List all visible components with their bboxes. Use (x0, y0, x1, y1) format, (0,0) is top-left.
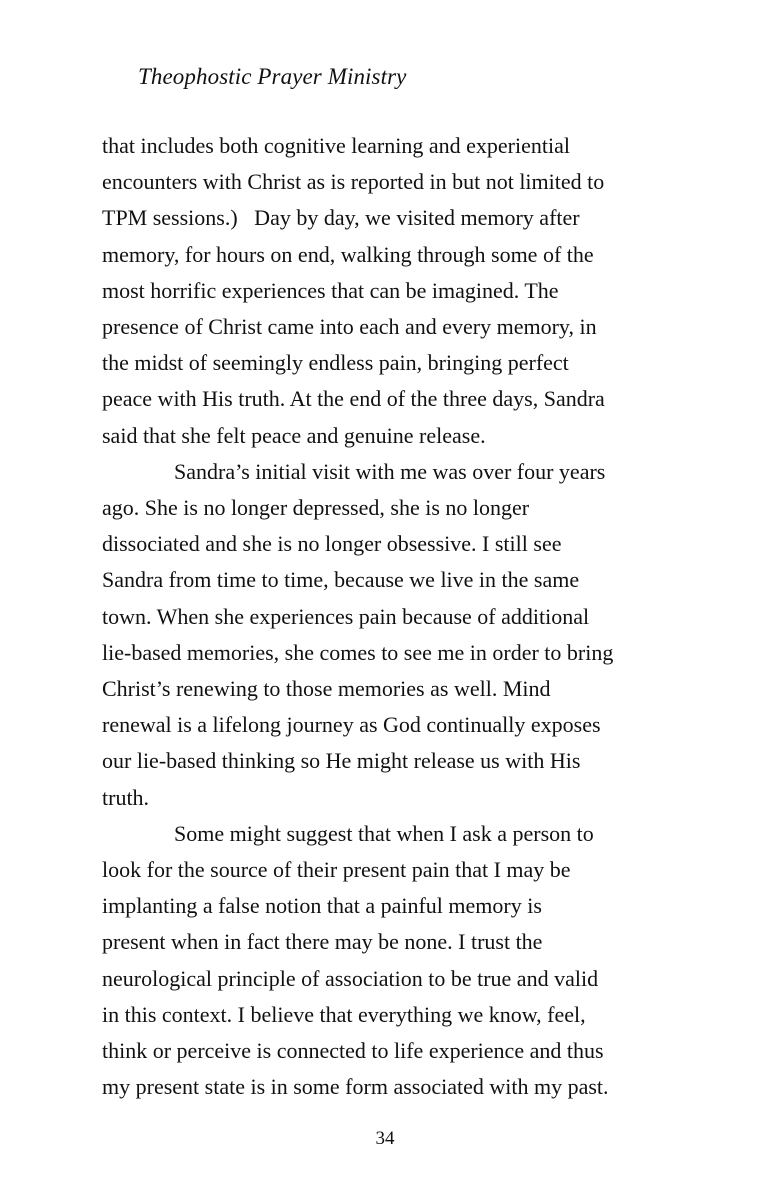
text-line: most horrific experiences that can be imagined. The (102, 277, 559, 303)
text-line: my present state is in some form associated with my past. (102, 1074, 609, 1100)
text-line: our lie-based thinking so He might release us with His (102, 748, 581, 774)
body-text (102, 128, 692, 1105)
text-line: lie-based memories, she comes to see me in order to bring (102, 639, 614, 665)
text-line: the midst of seemingly endless pain, bringing perfect (102, 350, 569, 376)
text-line: memory, for hours on end, walking through some of the (102, 241, 594, 267)
text-line: peace with His truth. At the end of the three days, Sandra (102, 386, 605, 412)
text-line: truth. (102, 784, 150, 810)
text-line: implanting a false notion that a painful memory is (102, 893, 542, 919)
text-line: present when in fact there may be none. I trust the (102, 929, 543, 955)
page-number: 34 (375, 1128, 395, 1149)
text-line: neurological principle of association to be true and valid (102, 965, 599, 991)
text-line: presence of Christ came into each and every memory, in (102, 314, 597, 340)
running-header: Theophostic Prayer Ministry (138, 64, 407, 89)
text-line: dissociated and she is no longer obsessive. I still see (102, 531, 562, 557)
text-line: look for the source of their present pain that I may be (102, 857, 571, 883)
text-line: ago. She is no longer depressed, she is no longer (102, 495, 530, 521)
text-line: renewal is a lifelong journey as God continually exposes (102, 712, 601, 738)
text-line: Sandra from time to time, because we live in the same (102, 567, 580, 593)
text-line: that includes both cognitive learning and experiential (102, 133, 570, 158)
text-line: said that she felt peace and genuine release. (102, 422, 486, 448)
text-line: in this context. I believe that everything we know, feel, (102, 1001, 586, 1027)
paragraph-first-line: Sandra’s initial visit with me was over four years (174, 458, 606, 484)
text-line: encounters with Christ as is reported in but not limited to (102, 169, 605, 195)
text-line: town. When she experiences pain because of additional (102, 603, 590, 629)
paragraph-first-line: Some might suggest that when I ask a person to (174, 820, 594, 846)
text-line: Christ’s renewing to those memories as well. Mind (102, 676, 551, 702)
text-line: TPM sessions.) Day by day, we visited memory after (102, 205, 580, 231)
text-line: think or perceive is connected to life experience and thus (102, 1038, 604, 1064)
